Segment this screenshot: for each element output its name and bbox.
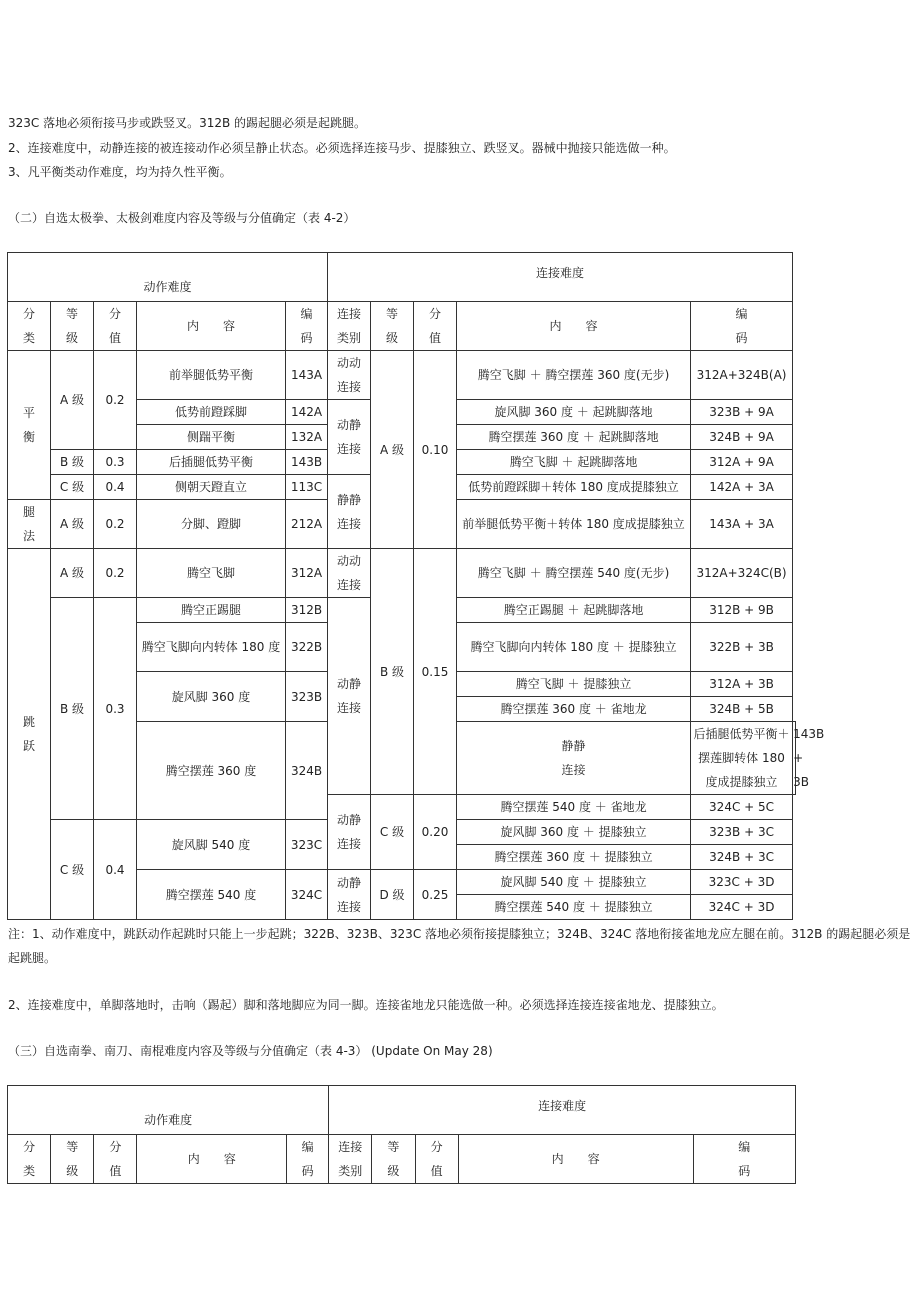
connection-content: 腾空飞脚向内转体 180 度 ＋ 提膝独立 (457, 623, 691, 672)
action-code: 324B (286, 722, 328, 820)
action-code: 324C (286, 870, 328, 920)
connection-type: 动静 连接 (328, 400, 371, 475)
action-code: 132A (286, 425, 328, 450)
score-cell: 0.3 (94, 598, 137, 820)
category-balance: 平 衡 (8, 351, 51, 500)
connection-content: 前举腿低势平衡＋转体 180 度成提膝独立 (457, 500, 691, 549)
connection-content: 腾空摆莲 360 度 ＋ 雀地龙 (457, 697, 691, 722)
action-code: 212A (286, 500, 328, 549)
action-code: 113C (286, 475, 328, 500)
action-content: 旋风脚 540 度 (137, 820, 286, 870)
action-content: 旋风脚 360 度 (137, 672, 286, 722)
connection-content: 腾空摆莲 540 度 ＋ 雀地龙 (457, 795, 691, 820)
connection-content: 腾空飞脚 ＋ 提膝独立 (457, 672, 691, 697)
action-content: 低势前蹬踩脚 (137, 400, 286, 425)
connection-difficulty-header: 连接难度 (329, 1086, 796, 1135)
connection-content: 腾空摆莲 360 度 ＋ 提膝独立 (457, 845, 691, 870)
connection-content: 腾空飞脚 ＋ 腾空摆莲 540 度(无步) (457, 549, 691, 598)
action-code: 312B (286, 598, 328, 623)
connection-code: 324C + 3D (691, 895, 793, 920)
connection-code: 312A+324C(B) (691, 549, 793, 598)
action-difficulty-header: 动作难度 (8, 253, 328, 302)
col-connection-grade: 等 级 (372, 1135, 415, 1184)
col-code: 编 码 (287, 1135, 329, 1184)
action-code: 143A (286, 351, 328, 400)
connection-grade: A 级 (371, 351, 414, 549)
col-connection-type: 连接 类别 (328, 302, 371, 351)
action-content: 侧朝天蹬直立 (137, 475, 286, 500)
grade-cell: B 级 (51, 598, 94, 820)
col-grade: 等 级 (51, 302, 94, 351)
connection-code: 324C + 5C (691, 795, 793, 820)
connection-content: 后插腿低势平衡＋摆莲脚转体 180 度成提膝独立 (691, 722, 793, 795)
connection-score: 0.25 (414, 870, 457, 920)
col-connection-score: 分 值 (415, 1135, 458, 1184)
score-cell: 0.4 (94, 475, 137, 500)
intro-line-1: 323C 落地必须衔接马步或跌竖叉。312B 的踢起腿必须是起跳腿。 (8, 116, 367, 130)
connection-score: 0.15 (414, 549, 457, 795)
difficulty-table-4-2 (7, 252, 825, 920)
connection-difficulty-header: 连接难度 (328, 253, 793, 302)
connection-content: 腾空正踢腿 ＋ 起跳脚落地 (457, 598, 691, 623)
col-content: 内 容 (137, 302, 286, 351)
connection-code: 324B + 5B (691, 697, 793, 722)
connection-code: 323B + 3C (691, 820, 793, 845)
col-category: 分 类 (8, 302, 51, 351)
connection-code: 312A + 9A (691, 450, 793, 475)
connection-content: 旋风脚 540 度 ＋ 提膝独立 (457, 870, 691, 895)
connection-type: 动静 连接 (328, 598, 371, 795)
score-cell: 0.4 (94, 820, 137, 920)
connection-score: 0.10 (414, 351, 457, 549)
col-connection-score: 分 值 (414, 302, 457, 351)
connection-code: 323B + 9A (691, 400, 793, 425)
action-content: 腾空摆莲 360 度 (137, 722, 286, 820)
action-content: 腾空飞脚 (137, 549, 286, 598)
action-content: 腾空正踢腿 (137, 598, 286, 623)
action-code: 322B (286, 623, 328, 672)
connection-code: 312A + 3B (691, 672, 793, 697)
connection-type: 静静 连接 (457, 722, 691, 795)
col-content: 内 容 (137, 1135, 287, 1184)
grade-cell: A 级 (51, 549, 94, 598)
action-code: 312A (286, 549, 328, 598)
connection-type: 动动 连接 (328, 351, 371, 400)
category-leg: 腿 法 (8, 500, 51, 549)
col-connection-code: 编 码 (693, 1135, 795, 1184)
action-content: 侧踹平衡 (137, 425, 286, 450)
note-1: 注：1、动作难度中，跳跃动作起跳时只能上一步起跳；322B、323B、323C 落地必须衔接提膝独立；324B、324C 落地衔接雀地龙应左腿在前。312B 的踢起腿必须是起跳腿。 (8, 927, 911, 965)
grade-cell: B 级 (51, 450, 94, 475)
score-cell: 0.3 (94, 450, 137, 475)
action-difficulty-header: 动作难度 (8, 1086, 329, 1135)
col-grade: 等 级 (51, 1135, 94, 1184)
connection-grade: B 级 (371, 549, 414, 795)
col-connection-code: 编 码 (691, 302, 793, 351)
action-code: 143B (286, 450, 328, 475)
action-code: 323B (286, 672, 328, 722)
col-score: 分 值 (94, 302, 137, 351)
connection-code: 142A + 3A (691, 475, 793, 500)
col-code: 编 码 (286, 302, 328, 351)
connection-content: 腾空摆莲 540 度 ＋ 提膝独立 (457, 895, 691, 920)
intro-line-2: 2、连接难度中，动静连接的被连接动作必须呈静止状态。必须选择连接马步、提膝独立、跌竖叉。器械中抛接只能选做一种。 (8, 141, 676, 155)
connection-score: 0.20 (414, 795, 457, 870)
col-connection-content: 内 容 (457, 302, 691, 351)
score-cell: 0.2 (94, 500, 137, 549)
connection-content: 腾空摆莲 360 度 ＋ 起跳脚落地 (457, 425, 691, 450)
action-content: 前举腿低势平衡 (137, 351, 286, 400)
category-jump: 跳 跃 (8, 549, 51, 920)
connection-code: 323C + 3D (691, 870, 793, 895)
connection-code: 322B + 3B (691, 623, 793, 672)
connection-content: 低势前蹬踩脚＋转体 180 度成提膝独立 (457, 475, 691, 500)
connection-content: 腾空飞脚 ＋ 起跳脚落地 (457, 450, 691, 475)
connection-code: 143B + 3B (793, 722, 796, 795)
grade-cell: A 级 (51, 351, 94, 450)
action-content: 腾空飞脚向内转体 180 度 (137, 623, 286, 672)
connection-code: 312A+324B(A) (691, 351, 793, 400)
action-code: 323C (286, 820, 328, 870)
connection-type: 静静 连接 (328, 475, 371, 549)
grade-cell: A 级 (51, 500, 94, 549)
section-3-title: （三）自选南拳、南刀、南棍难度内容及等级与分值确定（表 4-3） (Update On May 28) (8, 1044, 493, 1058)
action-content: 分脚、蹬脚 (137, 500, 286, 549)
connection-code: 324B + 9A (691, 425, 793, 450)
connection-content: 旋风脚 360 度 ＋ 提膝独立 (457, 820, 691, 845)
section-2-title: （二）自选太极拳、太极剑难度内容及等级与分值确定（表 4-2） (8, 211, 356, 225)
connection-type: 动静 连接 (328, 870, 371, 920)
connection-type: 动动 连接 (328, 549, 371, 598)
action-content: 腾空摆莲 540 度 (137, 870, 286, 920)
action-content: 后插腿低势平衡 (137, 450, 286, 475)
score-cell: 0.2 (94, 351, 137, 450)
col-category: 分 类 (8, 1135, 51, 1184)
col-score: 分 值 (94, 1135, 137, 1184)
connection-grade: D 级 (371, 870, 414, 920)
col-connection-type: 连接 类别 (329, 1135, 372, 1184)
connection-code: 324B + 3C (691, 845, 793, 870)
score-cell: 0.2 (94, 549, 137, 598)
note-2: 2、连接难度中，单脚落地时，击响（踢起）脚和落地脚应为同一脚。连接雀地龙只能选做一种。必须选择连接连接雀地龙、提膝独立。 (8, 998, 724, 1012)
difficulty-table-4-3 (7, 1085, 796, 1184)
grade-cell: C 级 (51, 475, 94, 500)
intro-line-3: 3、凡平衡类动作难度，均为持久性平衡。 (8, 165, 232, 179)
action-code: 142A (286, 400, 328, 425)
connection-type: 动静 连接 (328, 795, 371, 870)
connection-code: 143A + 3A (691, 500, 793, 549)
connection-code: 312B + 9B (691, 598, 793, 623)
grade-cell: C 级 (51, 820, 94, 920)
connection-content: 腾空飞脚 ＋ 腾空摆莲 360 度(无步) (457, 351, 691, 400)
col-connection-content: 内 容 (458, 1135, 693, 1184)
connection-grade: C 级 (371, 795, 414, 870)
connection-content: 旋风脚 360 度 ＋ 起跳脚落地 (457, 400, 691, 425)
col-connection-grade: 等 级 (371, 302, 414, 351)
